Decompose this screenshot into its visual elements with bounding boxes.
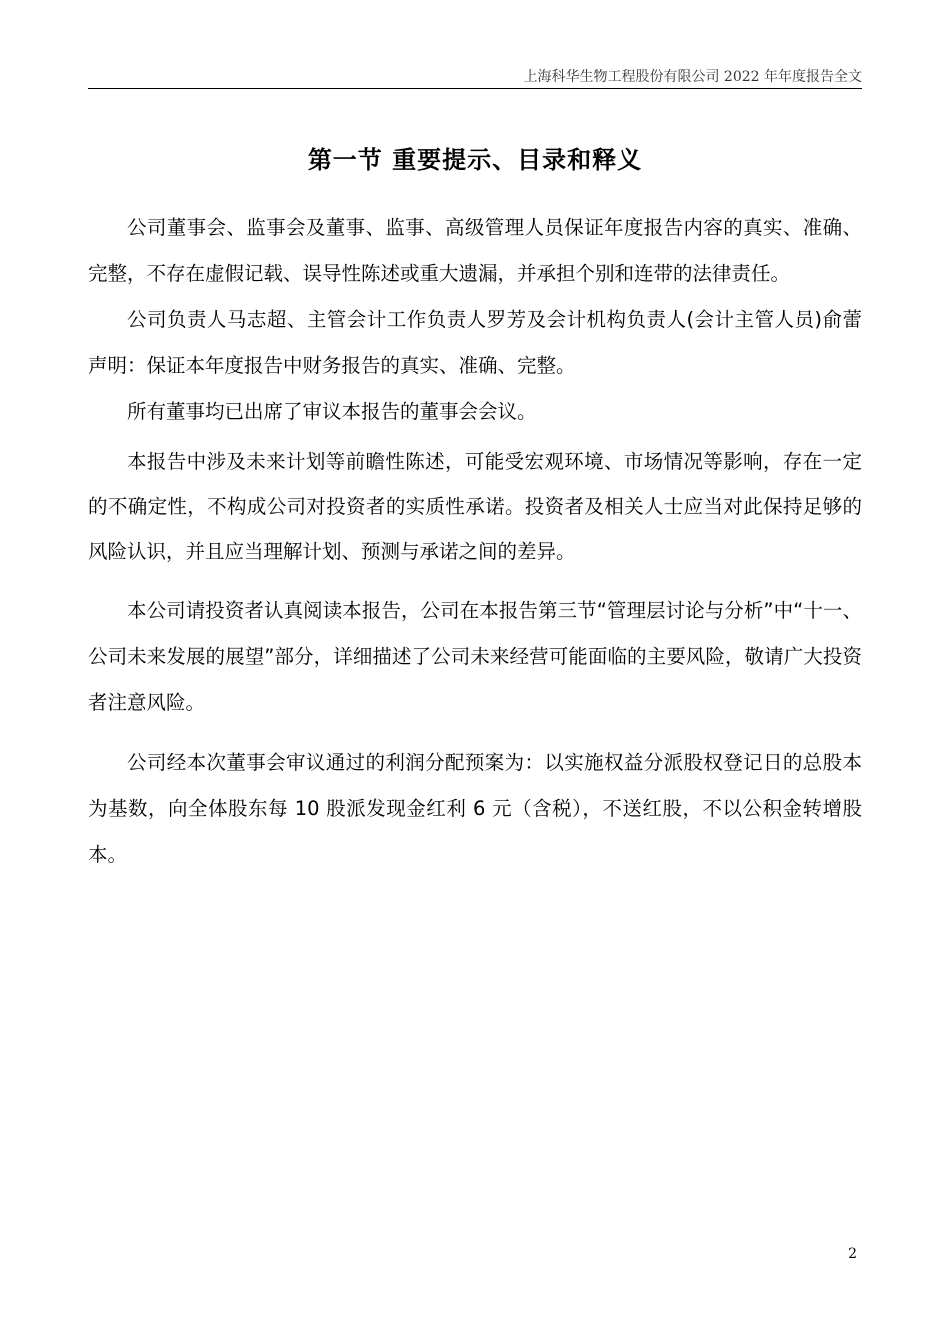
running-header-title: 上海科华生物工程股份有限公司 2022 年年度报告全文 (523, 69, 862, 85)
body-text (88, 205, 862, 878)
section-title: 第一节 重要提示、目录和释义 (307, 146, 643, 174)
paragraph-profit-distribution: 公司经本次董事会审议通过的利润分配预案为：以实施权益分派股权登记日的总股本为基数，向全体股东每 10 股派发现金红利 6 元（含税），不送红股，不以公积金转增股本。 (88, 751, 862, 866)
paragraph-financial-report-declaration: 公司负责人马志超、主管会计工作负责人罗芳及会计机构负责人(会计主管人员)俞蕾声明：保证本年度报告中财务报告的真实、准确、完整。 (88, 308, 862, 377)
header-rule (88, 88, 862, 89)
paragraph-board-attendance: 所有董事均已出席了审议本报告的董事会会议。 (127, 400, 537, 423)
paragraph-forward-looking-statement: 本报告中涉及未来计划等前瞻性陈述，可能受宏观环境、市场情况等影响，存在一定的不确定性，不构成公司对投资者的实质性承诺。投资者及相关人士应当对此保持足够的风险认识，并且应当理解计划、预测与承诺之间的差异。 (88, 450, 862, 563)
paragraph-responsibility-statement: 公司董事会、监事会及董事、监事、高级管理人员保证年度报告内容的真实、准确、完整，不存在虚假记载、误导性陈述或重大遗漏，并承担个别和连带的法律责任。 (88, 216, 862, 285)
page-number: 2 (848, 1246, 857, 1262)
paragraph-risk-notice: 本公司请投资者认真阅读本报告，公司在本报告第三节“管理层讨论与分析”中“十一、公司未来发展的展望”部分，详细描述了公司未来经营可能面临的主要风险，敬请广大投资者注意风险。 (88, 599, 862, 714)
